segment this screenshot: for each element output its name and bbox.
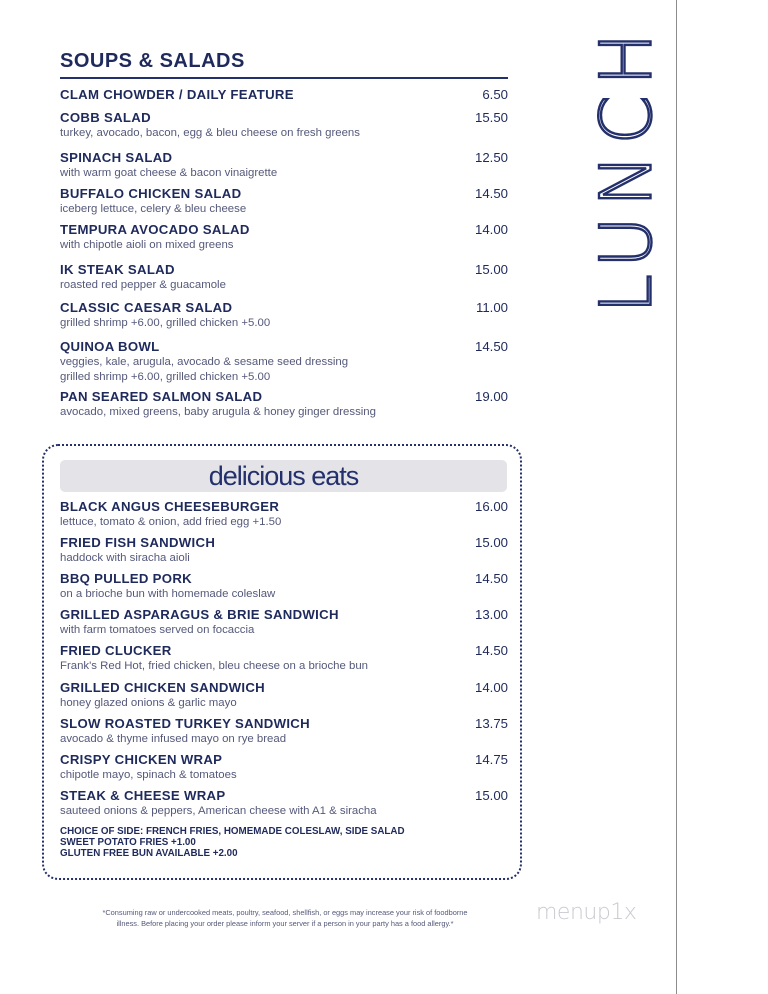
- side-note: GLUTEN FREE BUN AVAILABLE +2.00: [60, 848, 238, 859]
- menu-item: [60, 680, 508, 711]
- menu-item: [60, 607, 508, 638]
- lunch-vertical-title: LUNCH: [585, 22, 667, 314]
- item-price: 16.00: [474, 499, 508, 514]
- item-description: Frank's Red Hot, fried chicken, bleu cheese on a brioche bun: [60, 660, 368, 672]
- page-edge-line: [676, 0, 677, 994]
- item-price: 14.50: [474, 643, 508, 658]
- item-price: 6.50: [482, 87, 508, 102]
- menu-item: [60, 643, 508, 674]
- side-options: [60, 826, 405, 859]
- menu-item: [60, 571, 508, 602]
- item-description: haddock with siracha aioli: [60, 552, 190, 564]
- heading-rule: [60, 77, 508, 79]
- item-price: 14.75: [474, 752, 508, 767]
- item-description: roasted red pepper & guacamole: [60, 279, 226, 291]
- item-price: 13.75: [474, 716, 508, 731]
- side-note: CHOICE OF SIDE: FRENCH FRIES, HOMEMADE COLESLAW, SIDE SALAD: [60, 826, 405, 837]
- item-price: 14.00: [474, 222, 508, 237]
- item-name: BBQ PULLED PORK: [60, 571, 192, 586]
- item-name: CLASSIC CAESAR SALAD: [60, 300, 233, 315]
- item-name: SLOW ROASTED TURKEY SANDWICH: [60, 716, 310, 731]
- item-name: GRILLED CHICKEN SANDWICH: [60, 680, 266, 695]
- menu-item: [60, 752, 508, 783]
- side-note: SWEET POTATO FRIES +1.00: [60, 837, 196, 848]
- item-description: iceberg lettuce, celery & bleu cheese: [60, 203, 247, 215]
- menu-item: [60, 389, 508, 420]
- food-safety-disclaimer: [60, 907, 510, 929]
- item-description: grilled shrimp +6.00, grilled chicken +5.00: [60, 317, 271, 329]
- item-name: GRILLED ASPARAGUS & BRIE SANDWICH: [60, 607, 339, 622]
- menu-item: [60, 535, 508, 566]
- menu-item: [60, 262, 508, 293]
- item-price: 11.00: [475, 300, 508, 315]
- item-name: BLACK ANGUS CHEESEBURGER: [60, 499, 280, 514]
- item-name: FRIED FISH SANDWICH: [60, 535, 216, 550]
- watermark: menup1x: [536, 900, 637, 925]
- item-name: TEMPURA AVOCADO SALAD: [60, 222, 250, 237]
- item-name: COBB SALAD: [60, 110, 151, 125]
- item-description: chipotle mayo, spinach & tomatoes: [60, 769, 237, 781]
- disclaimer-line: *Consuming raw or undercooked meats, poultry, seafood, shellfish, or eggs may increase your risk of foodborne: [102, 908, 468, 917]
- item-price: 12.50: [474, 150, 508, 165]
- item-description: avocado, mixed greens, baby arugula & honey ginger dressing: [60, 406, 376, 418]
- delicious-eats-heading: delicious eats: [208, 460, 359, 491]
- item-description: turkey, avocado, bacon, egg & bleu cheese on fresh greens: [60, 127, 360, 139]
- item-price: 15.50: [474, 110, 508, 125]
- item-price: 15.00: [474, 535, 508, 550]
- menu-item: [60, 186, 508, 217]
- menu-item: [60, 300, 508, 331]
- item-description: grilled shrimp +6.00, grilled chicken +5.00: [60, 371, 271, 383]
- item-price: 14.00: [474, 680, 508, 695]
- item-description: sauteed onions & peppers, American cheese with A1 & siracha: [60, 805, 377, 817]
- item-name: QUINOA BOWL: [60, 339, 160, 354]
- item-price: 14.50: [474, 571, 508, 586]
- delicious-eats-banner: [60, 460, 507, 492]
- item-description: on a brioche bun with homemade coleslaw: [60, 588, 276, 600]
- item-description: lettuce, tomato & onion, add fried egg +1.50: [60, 516, 282, 528]
- item-price: 14.50: [474, 339, 508, 354]
- item-name: FRIED CLUCKER: [60, 643, 172, 658]
- item-name: BUFFALO CHICKEN SALAD: [60, 186, 242, 201]
- item-price: 15.00: [474, 788, 508, 803]
- menu-item: [60, 87, 508, 103]
- menu-item: [60, 499, 508, 530]
- item-name: PAN SEARED SALMON SALAD: [60, 389, 263, 404]
- item-description: avocado & thyme infused mayo on rye bread: [60, 733, 287, 745]
- item-description: veggies, kale, arugula, avocado & sesame seed dressing: [60, 356, 349, 368]
- item-description: with warm goat cheese & bacon vinaigrette: [60, 167, 278, 179]
- item-name: SPINACH SALAD: [60, 150, 173, 165]
- menu-item: [60, 150, 508, 181]
- item-name: CRISPY CHICKEN WRAP: [60, 752, 223, 767]
- menu-item: [60, 716, 508, 747]
- menu-item: [60, 222, 508, 253]
- item-price: 15.00: [474, 262, 508, 277]
- menu-item: [60, 339, 508, 385]
- soups-salads-heading: SOUPS & SALADS: [60, 50, 245, 72]
- item-name: IK STEAK SALAD: [60, 262, 175, 277]
- item-name: CLAM CHOWDER / DAILY FEATURE: [60, 87, 294, 102]
- item-price: 13.00: [474, 607, 508, 622]
- item-description: honey glazed onions & garlic mayo: [60, 697, 237, 709]
- item-price: 19.00: [474, 389, 508, 404]
- item-description: with farm tomatoes served on focaccia: [60, 624, 255, 636]
- disclaimer-line: illness. Before placing your order please inform your server if a person in your party has a food allergy.*: [116, 919, 454, 928]
- item-name: STEAK & CHEESE WRAP: [60, 788, 226, 803]
- menu-item: [60, 110, 508, 141]
- item-description: with chipotle aioli on mixed greens: [60, 239, 234, 251]
- item-price: 14.50: [474, 186, 508, 201]
- menu-item: [60, 788, 508, 819]
